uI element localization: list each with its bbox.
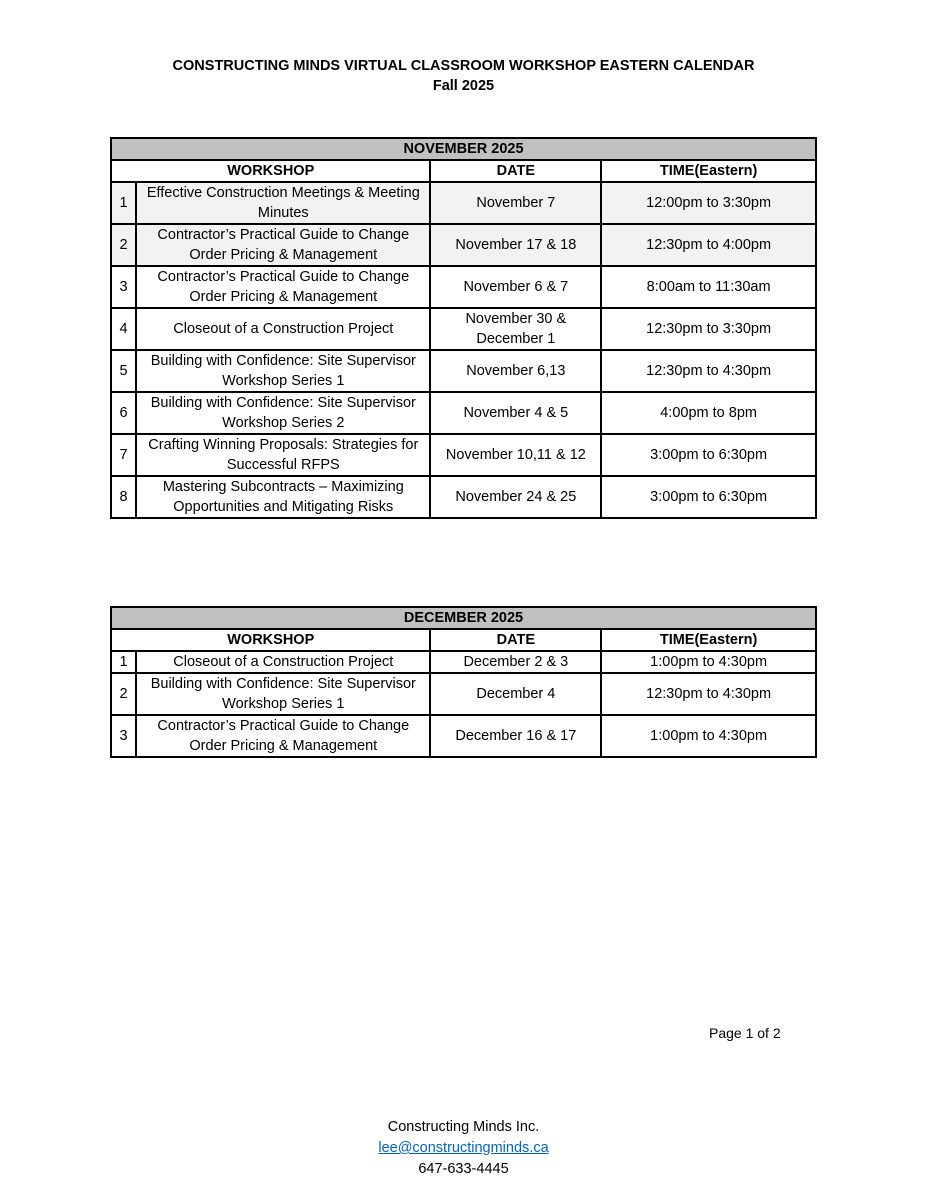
row-number: 8 [111,476,136,518]
workshop-time: 12:30pm to 4:30pm [601,673,816,715]
workshop-name: Contractor’s Practical Guide to Change Order Pricing & Management [136,715,430,757]
workshop-time: 12:30pm to 3:30pm [601,308,816,350]
document-title-block [0,56,927,96]
table-row [111,182,816,224]
column-header-date: DATE [430,629,601,651]
table-row [111,715,816,757]
phone-number: 647-633-4445 [418,1161,509,1177]
workshop-date: November 10,11 & 12 [430,434,601,476]
company-name: Constructing Minds Inc. [387,1119,540,1135]
workshop-name: Closeout of a Construction Project [136,308,430,350]
table-row [111,308,816,350]
workshop-time: 3:00pm to 6:30pm [601,476,816,518]
workshop-date: November 6,13 [430,350,601,392]
workshop-name: Crafting Winning Proposals: Strategies for Successful RFPS [136,434,430,476]
workshop-date: November 4 & 5 [430,392,601,434]
workshop-name: Closeout of a Construction Project [136,651,430,673]
column-header-time: TIME(Eastern) [601,629,816,651]
table-row [111,350,816,392]
workshop-date: December 16 & 17 [430,715,601,757]
workshop-name: Building with Confidence: Site Supervisor Workshop Series 1 [136,350,430,392]
document-subtitle: Fall 2025 [432,78,495,94]
row-number: 2 [111,673,136,715]
table-row [111,434,816,476]
table-row [111,651,816,673]
workshop-time: 12:30pm to 4:30pm [601,350,816,392]
email-link[interactable]: lee@constructingminds.ca [378,1140,549,1156]
row-number: 1 [111,182,136,224]
row-number: 3 [111,266,136,308]
row-number: 1 [111,651,136,673]
workshop-name: Mastering Subcontracts – Maximizing Opportunities and Mitigating Risks [136,476,430,518]
workshop-date: November 30 & December 1 [430,308,601,350]
november-table-title: NOVEMBER 2025 [111,138,816,160]
december-schedule-table [110,606,817,758]
workshop-name: Effective Construction Meetings & Meeting Minutes [136,182,430,224]
table-row [111,224,816,266]
document-title: CONSTRUCTING MINDS VIRTUAL CLASSROOM WORKSHOP EASTERN CALENDAR [172,58,755,74]
workshop-time: 1:00pm to 4:30pm [601,651,816,673]
workshop-time: 12:00pm to 3:30pm [601,182,816,224]
table-row [111,392,816,434]
workshop-time: 3:00pm to 6:30pm [601,434,816,476]
workshop-date: November 17 & 18 [430,224,601,266]
row-number: 7 [111,434,136,476]
workshop-time: 4:00pm to 8pm [601,392,816,434]
workshop-date: November 7 [430,182,601,224]
row-number: 6 [111,392,136,434]
workshop-name: Building with Confidence: Site Supervisor Workshop Series 1 [136,673,430,715]
table-row [111,673,816,715]
workshop-name: Building with Confidence: Site Supervisor Workshop Series 2 [136,392,430,434]
workshop-time: 8:00am to 11:30am [601,266,816,308]
row-number: 5 [111,350,136,392]
row-number: 4 [111,308,136,350]
workshop-date: November 24 & 25 [430,476,601,518]
column-header-workshop: WORKSHOP [111,629,430,651]
workshop-name: Contractor’s Practical Guide to Change Order Pricing & Management [136,266,430,308]
november-schedule-table [110,137,817,519]
december-table-title: DECEMBER 2025 [111,607,816,629]
column-header-time: TIME(Eastern) [601,160,816,182]
row-number: 3 [111,715,136,757]
workshop-name: Contractor’s Practical Guide to Change Order Pricing & Management [136,224,430,266]
table-row [111,476,816,518]
workshop-date: December 2 & 3 [430,651,601,673]
row-number: 2 [111,224,136,266]
footer [0,1117,927,1180]
column-header-workshop: WORKSHOP [111,160,430,182]
workshop-time: 12:30pm to 4:00pm [601,224,816,266]
page-number: Page 1 of 2 [709,1025,781,1041]
workshop-date: November 6 & 7 [430,266,601,308]
column-header-date: DATE [430,160,601,182]
table-row [111,266,816,308]
workshop-date: December 4 [430,673,601,715]
workshop-time: 1:00pm to 4:30pm [601,715,816,757]
